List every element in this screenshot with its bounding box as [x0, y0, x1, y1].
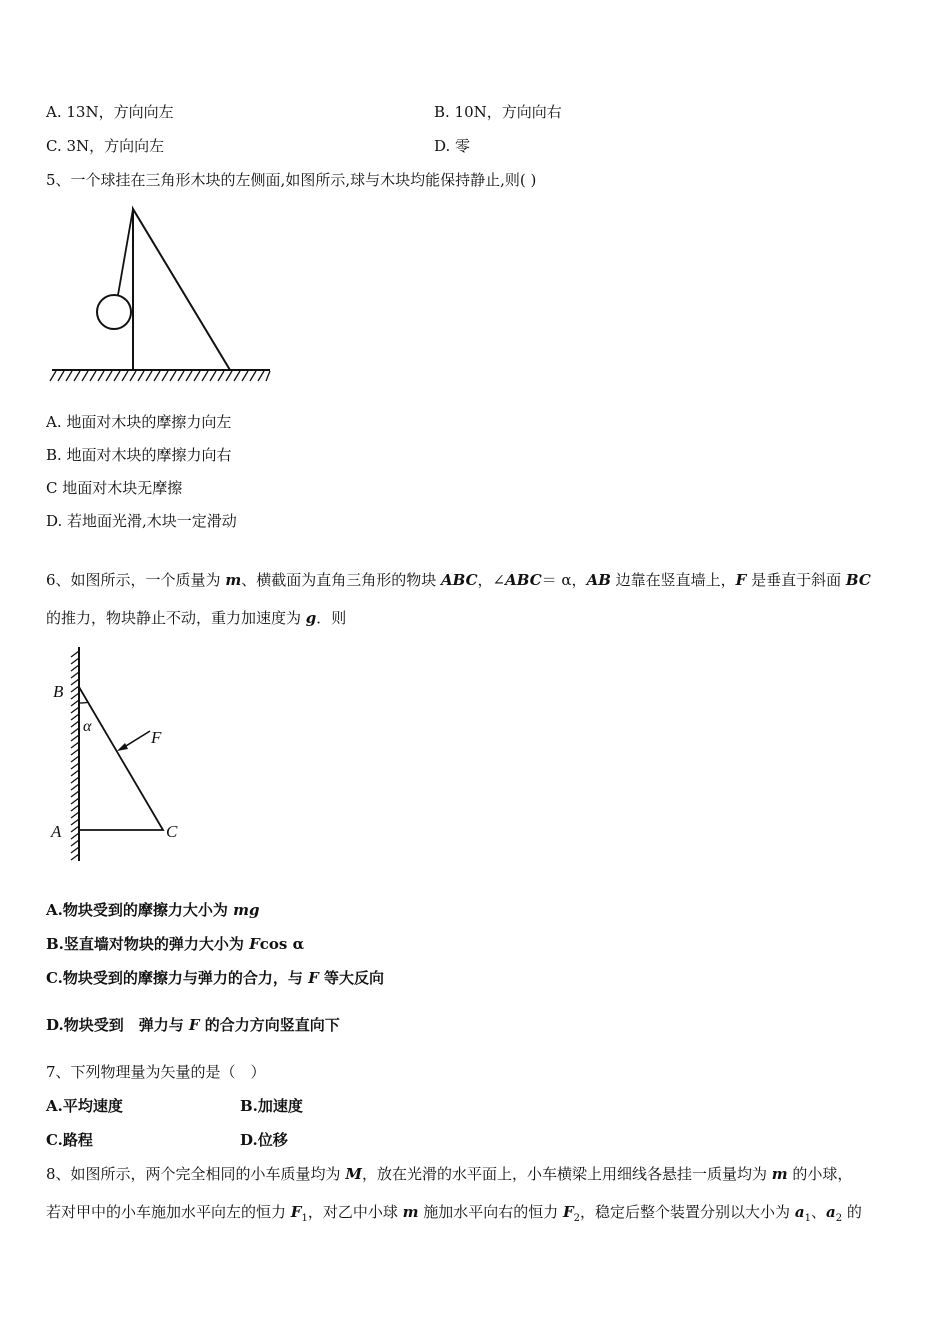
q5-figure-hanging-ball — [50, 205, 275, 385]
ground-hatching — [50, 371, 270, 381]
q6-figure-wedge-on-wall — [45, 645, 205, 865]
triangle-block — [133, 209, 230, 370]
ball — [97, 295, 131, 329]
q7-option-b: B.加速度 — [240, 1097, 303, 1115]
q5-option-d: D. 若地面光滑,木块一定滑动 — [46, 512, 237, 530]
label-A: A — [51, 822, 62, 841]
q4-option-d: D. 零 — [434, 137, 471, 155]
q5-option-b: B. 地面对木块的摩擦力向右 — [46, 446, 232, 464]
right-triangle-block — [79, 687, 163, 830]
angle-arc — [79, 702, 88, 703]
q6-stem-line1: 6、如图所示，一个质量为 m、横截面为直角三角形的物块 ABC，∠ABC＝ α，AB 边靠在竖直墙上，F 是垂直于斜面 BC — [46, 571, 871, 589]
force-arrow-head — [117, 743, 128, 751]
label-alpha: α — [83, 718, 92, 735]
q6-stem-line2: 的推力，物块静止不动，重力加速度为 g．则 — [46, 609, 347, 627]
q7-option-d: D.位移 — [240, 1131, 288, 1149]
q5-option-c: C 地面对木块无摩擦 — [46, 479, 183, 497]
q7-option-c: C.路程 — [46, 1131, 93, 1149]
q6-option-b: B.竖直墙对物块的弹力大小为 Fcos α — [46, 935, 305, 953]
q5-stem: 5、一个球挂在三角形木块的左侧面,如图所示,球与木块均能保持静止,则( ) — [46, 171, 537, 189]
q7-stem: 7、下列物理量为矢量的是（ ） — [46, 1063, 266, 1081]
q4-option-c: C. 3N，方向向左 — [46, 137, 165, 155]
string — [118, 209, 133, 295]
q4-option-b: B. 10N，方向向右 — [434, 103, 562, 121]
q8-stem-line1: 8、如图所示，两个完全相同的小车质量均为 M，放在光滑的水平面上，小车横梁上用细线各悬挂一质量均为 m 的小球， — [46, 1165, 853, 1183]
q7-option-a: A.平均速度 — [46, 1097, 123, 1115]
q6-option-d: D.物块受到 弹力与 F 的合力方向竖直向下 — [46, 1016, 340, 1034]
q4-option-a: A. 13N，方向向左 — [46, 103, 174, 121]
q6-option-c: C.物块受到的摩擦力与弹力的合力，与 F 等大反向 — [46, 969, 385, 987]
wall-hatching — [71, 651, 79, 860]
q8-stem-line2: 若对甲中的小车施加水平向左的恒力 $F_1$，对乙中小球 m 施加水平向右的恒力 $F_2$，稳定后整个装置分别以大小为 $a_1$、$a_2$ 的 — [46, 1203, 862, 1224]
label-B: B — [53, 682, 64, 701]
q6-option-a: A.物块受到的摩擦力大小为 mg — [46, 901, 260, 919]
q5-option-a: A. 地面对木块的摩擦力向左 — [46, 413, 232, 431]
label-F: F — [151, 728, 162, 747]
label-C: C — [166, 822, 178, 841]
